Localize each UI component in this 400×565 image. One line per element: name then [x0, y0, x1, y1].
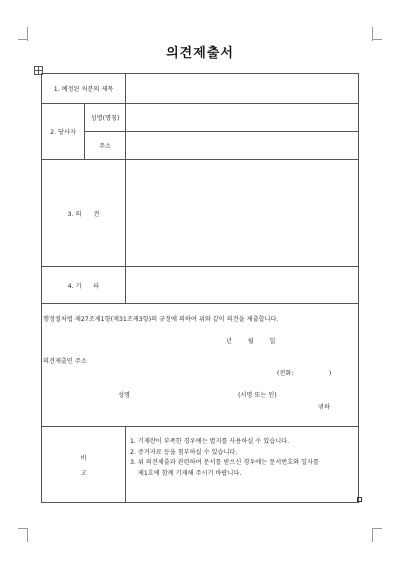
- crop-mark-top-left: [27, 27, 38, 41]
- remarks-notes: [126, 427, 359, 503]
- remarks-note-2: 2. 증거자료 등을 첨부하실 수 있습니다.: [130, 448, 238, 456]
- opinion-form-table: [41, 73, 359, 503]
- field-other[interactable]: [126, 267, 359, 304]
- remarks-note-4: 제1호에 함께 기재해 주시기 바랍니다.: [130, 469, 242, 477]
- row-opinion: [42, 160, 359, 267]
- remarks-note-3: 3. 위 의견제출과 관련하여 문서를 받으신 경우에는 문서번호와 일자를: [130, 459, 319, 466]
- label-party-name: 성명(명칭): [85, 104, 126, 132]
- signature-label: (서명 또는 인): [238, 392, 277, 399]
- label-disposition-title: 1. 예정된 처분의 제목: [42, 74, 126, 104]
- field-party-address[interactable]: [126, 132, 359, 160]
- field-party-name[interactable]: [126, 104, 359, 132]
- field-opinion[interactable]: [126, 160, 359, 267]
- remarks-label: [42, 427, 126, 503]
- declaration-block: [42, 304, 359, 427]
- field-disposition-title[interactable]: [126, 74, 359, 104]
- label-opinion: 3. 의 견: [42, 160, 126, 267]
- crop-mark-top-left-h: [18, 39, 28, 40]
- document-title: 의견제출서: [166, 46, 234, 61]
- crop-mark-bottom-right: [372, 528, 373, 542]
- row-declaration: [42, 304, 359, 427]
- row-party-address: [42, 132, 359, 160]
- declaration-date: 년 월 일: [226, 338, 276, 345]
- row-other: [42, 267, 359, 304]
- crop-mark-bottom-left-h: [18, 528, 28, 529]
- recipient-suffix: 귀하: [318, 404, 330, 411]
- remarks-label-top: 비: [80, 454, 87, 462]
- row-disposition-title: [42, 74, 359, 104]
- label-party: 2. 당사자: [42, 104, 85, 160]
- label-party-address: 주소: [85, 132, 126, 160]
- row-remarks: [42, 427, 359, 503]
- submitter-phone-label[interactable]: (전화: ): [277, 370, 332, 377]
- crop-mark-bottom-right-h: [372, 528, 382, 529]
- remarks-note-1: 1. 기재란이 부족한 경우에는 별지를 사용하실 수 있습니다.: [130, 438, 290, 445]
- crop-mark-top-right-h: [372, 39, 382, 40]
- declaration-statement: 행정절차법 제27조제1항(제31조제3항)의 규정에 의하여 위와 같이 의견을 제출합니다.: [43, 316, 279, 323]
- remarks-label-bottom: 고: [80, 469, 87, 477]
- crop-mark-bottom-left: [27, 528, 28, 542]
- label-other: 4. 기 타: [42, 267, 126, 304]
- submitter-address-label[interactable]: 의견제출인 주소: [43, 358, 87, 365]
- row-party-name: [42, 104, 359, 132]
- table-resize-handle-icon[interactable]: [357, 497, 362, 502]
- submitter-name-label[interactable]: 성명: [118, 392, 130, 399]
